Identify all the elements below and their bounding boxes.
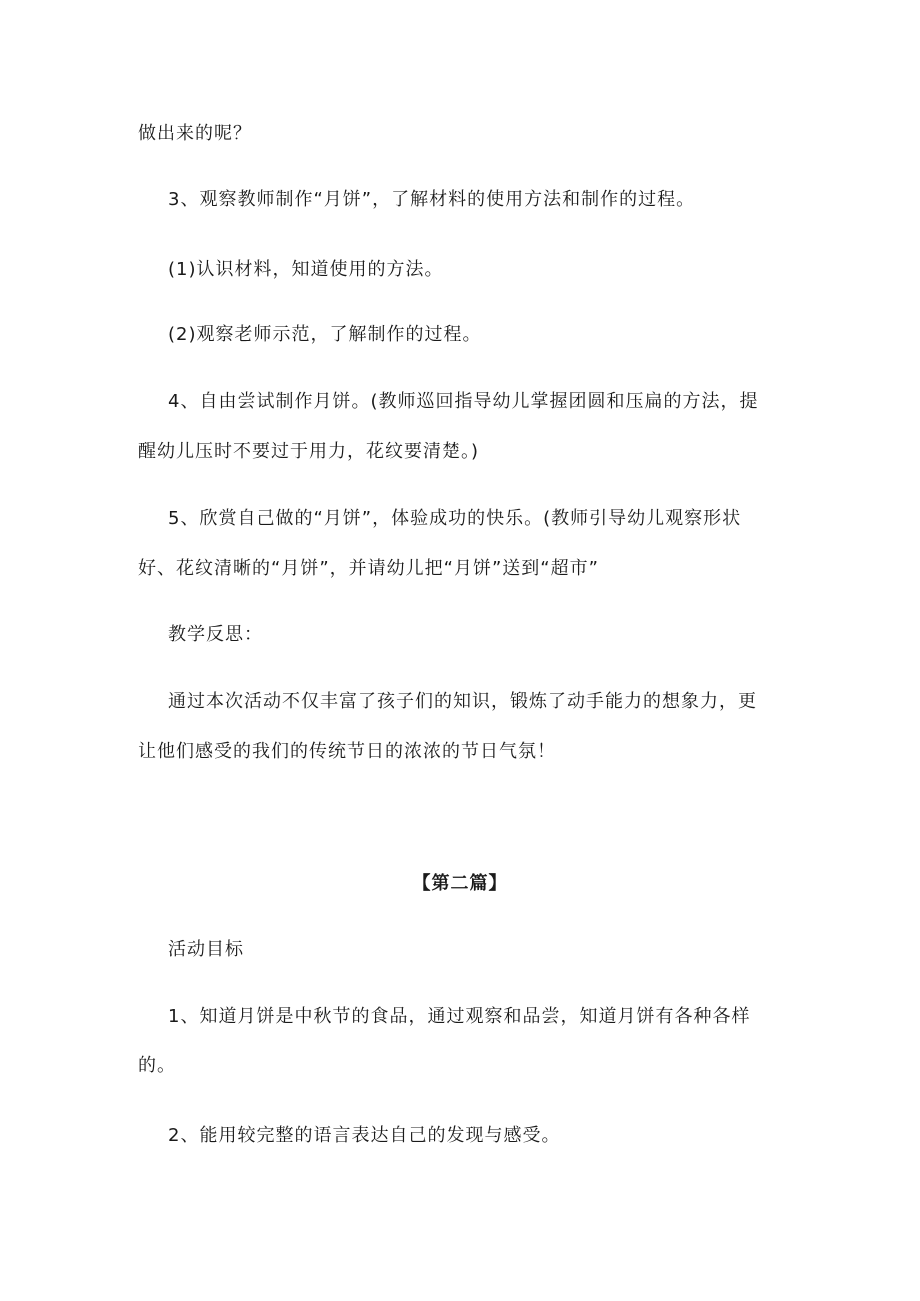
text-line-1: 做出来的呢？ bbox=[138, 123, 252, 144]
text-line-7: 5、欣赏自己做的“月饼”，体验成功的快乐。(教师引导幼儿观察形状 bbox=[168, 508, 742, 529]
text-line-8: 好、花纹清晰的“月饼”，并请幼儿把“月饼”送到“超市” bbox=[138, 558, 599, 579]
text-line-5: 4、自由尝试制作月饼。(教师巡回指导幼儿掌握团圆和压扁的方法，提 bbox=[168, 391, 759, 412]
text-line-4: (2)观察老师示范，了解制作的过程。 bbox=[168, 324, 482, 345]
text-line-14: 的。 bbox=[138, 1055, 176, 1076]
text-line-6: 醒幼儿压时不要过于用力，花纹要清楚。) bbox=[138, 441, 480, 462]
text-line-15: 2、能用较完整的语言表达自己的发现与感受。 bbox=[168, 1125, 561, 1146]
text-line-12: 活动目标 bbox=[168, 939, 244, 960]
text-line-10: 通过本次活动不仅丰富了孩子们的知识，锻炼了动手能力的想象力，更 bbox=[168, 691, 757, 712]
text-line-11: 让他们感受的我们的传统节日的浓浓的节日气氛！ bbox=[138, 741, 556, 762]
text-line-3: (1)认识材料，知道使用的方法。 bbox=[168, 259, 444, 280]
text-line-9: 教学反思： bbox=[168, 624, 263, 645]
section-heading: 【第二篇】 bbox=[412, 873, 508, 894]
text-line-2: 3、观察教师制作“月饼”，了解材料的使用方法和制作的过程。 bbox=[168, 189, 696, 210]
text-line-13: 1、知道月饼是中秋节的食品，通过观察和品尝，知道月饼有各种各样 bbox=[168, 1006, 751, 1027]
